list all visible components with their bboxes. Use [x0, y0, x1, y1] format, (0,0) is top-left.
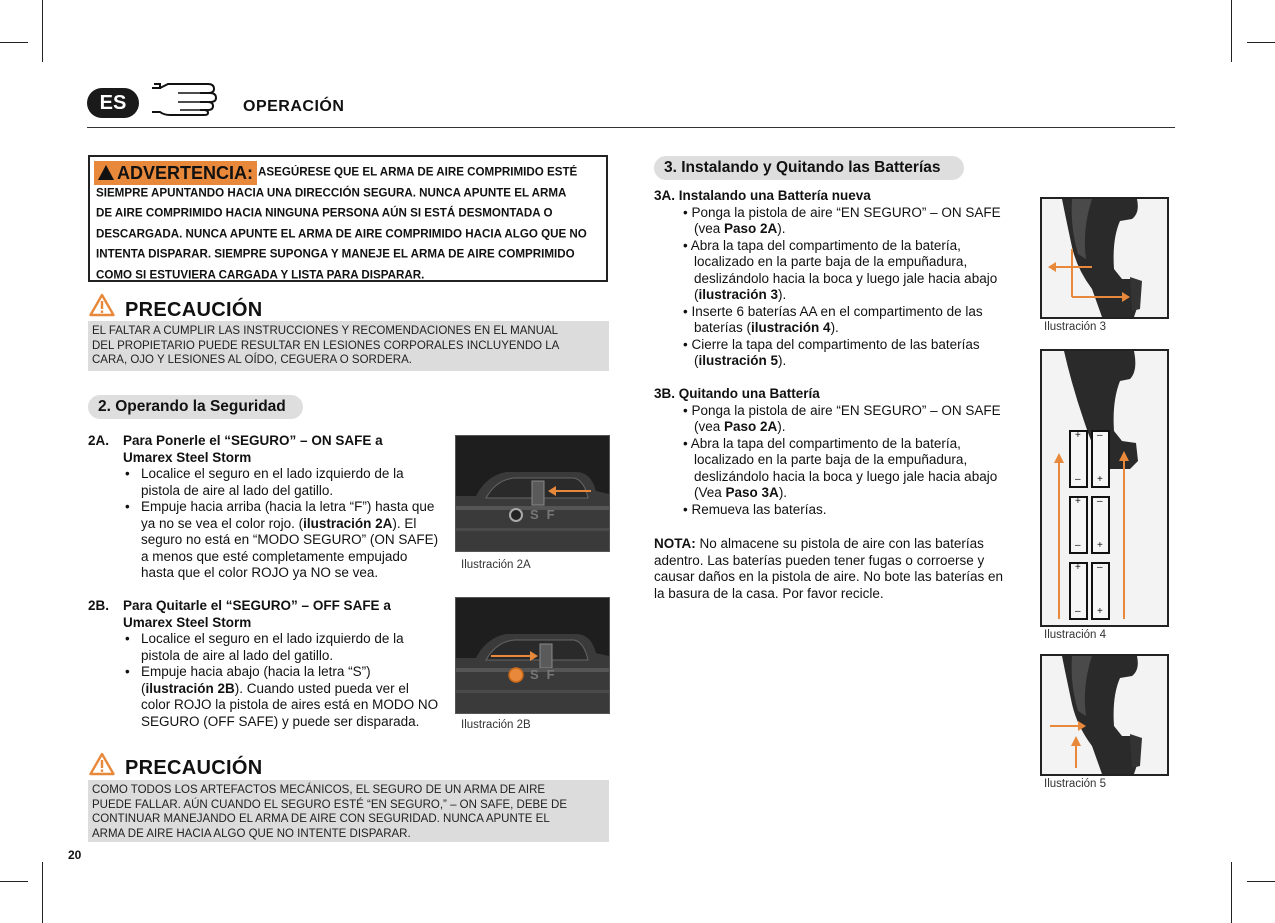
text-line: (ilustración 3).: [694, 287, 787, 302]
caption-5: Ilustración 5: [1044, 778, 1107, 790]
step-heading-line: Umarex Steel Storm: [123, 449, 252, 465]
section-heading-3: 3. Instalando y Quitando las Batterías: [654, 156, 964, 180]
battery-sign: –: [1097, 496, 1103, 507]
page-number: 20: [68, 848, 82, 862]
caution-line: CONTINUAR MANEJANDO EL ARMA DE AIRE CON SEGURIDAD. NUNCA APUNTE EL: [92, 813, 550, 826]
illustration-2a-photo: [455, 435, 610, 552]
caution-line: CARA, OJO Y LESIONES AL OÍDO, CEGUERA O SORDERA.: [92, 354, 412, 367]
crop-mark: [1247, 881, 1275, 882]
photo-safety-letters: SF: [530, 507, 563, 522]
caution-box: [88, 321, 609, 371]
crop-mark: [0, 881, 28, 882]
text-line: (ilustración 5).: [694, 353, 787, 368]
warning-first-line: ASEGÚRESE QUE EL ARMA DE AIRE COMPRIMIDO ESTÉ: [258, 165, 578, 179]
battery-sign: +: [1075, 430, 1081, 441]
header-divider: [87, 127, 1175, 128]
warning-label: [94, 161, 257, 185]
crop-mark: [1247, 42, 1275, 43]
text-line: deslizándolo hacia la boca y luego jale hacia abajo: [694, 270, 998, 286]
battery-sign: –: [1075, 474, 1081, 485]
illustration-2b-photo: [455, 597, 610, 714]
step-2b-bullets: [123, 631, 453, 730]
illustration-5-figure: [1040, 654, 1169, 776]
illustration-4-figure: [1040, 349, 1169, 627]
step-heading-line: Umarex Steel Storm: [123, 614, 252, 630]
crop-mark: [1231, 862, 1232, 923]
battery-sign: +: [1097, 606, 1103, 617]
step-3a-lines: [654, 205, 1026, 370]
step-3b-heading: 3B. Quitando una Battería: [654, 386, 820, 401]
step-id-2a: 2A.: [88, 433, 110, 448]
battery-sign: +: [1097, 474, 1103, 485]
battery-sign: +: [1097, 540, 1103, 551]
caption-3: Ilustración 3: [1044, 321, 1107, 333]
warning-line: COMO SI ESTUVIERA CARGADA Y LISTA PARA DISPARAR.: [96, 267, 425, 282]
step-2b-heading: [123, 598, 453, 631]
illustration-3-figure: [1040, 197, 1169, 319]
warning-line: DESCARGADA. NUNCA APUNTE EL ARMA DE AIRE COMPRIMIDO HACIA ALGO QUE NO: [96, 226, 587, 241]
section-heading-2: 2. Operando la Seguridad: [88, 395, 303, 419]
step-2a: [123, 433, 453, 582]
note-block: [654, 536, 1026, 602]
crop-mark: [42, 862, 43, 923]
caution-title: PRECAUCIÓN: [125, 299, 263, 321]
crop-mark: [42, 0, 43, 62]
step-2a-heading: [123, 433, 453, 466]
step-3b: [654, 386, 1026, 518]
battery-sign: –: [1097, 430, 1103, 441]
caution-line: ARMA DE AIRE HACIA ALGO QUE NO INTENTE DISPARAR.: [92, 827, 411, 840]
text-line: • Remueva las baterías.: [683, 501, 827, 517]
text-line: baterías (ilustración 4).: [694, 320, 839, 335]
list-item: • Localice el seguro en el lado izquierdo de la pistola de aire al lado del gatillo.: [123, 631, 453, 664]
text-line: localizado en la parte baja de la empuñadura,: [694, 452, 968, 467]
step-3a-heading: 3A. Instalando una Battería nueva: [654, 188, 871, 203]
list-item: • Localice el seguro en el lado izquierdo de la pistola de aire al lado del gatillo.: [123, 466, 453, 499]
text-line: • Cierre la tapa del compartimento de las baterías: [683, 336, 980, 352]
text-line: • Inserte 6 baterías AA en el compartimento de las: [683, 303, 983, 319]
pointing-hand-icon: [150, 80, 230, 116]
list-item: • Empuje hacia abajo (hacia la letra “S”) (ilustración 2B). Cuando usted pueda ver el color ROJO la pistola de aires está en MODO NO SEGURO (OFF SAFE) y puede ser disparada.: [123, 664, 453, 730]
photo-safety-letters: SF: [530, 667, 563, 682]
step-heading-line: Para Quitarle el “SEGURO” – OFF SAFE a: [123, 598, 391, 613]
warning-line: SIEMPRE APUNTANDO HACIA UNA DIRECCIÓN SEGURA. NUNCA APUNTE EL ARMA: [96, 185, 567, 200]
warning-line: DE AIRE COMPRIMIDO HACIA NINGUNA PERSONA AÚN SI ESTÁ DESMONTADA O: [96, 206, 553, 220]
text-line: • Ponga la pistola de aire “EN SEGURO” – ON SAFE: [683, 204, 1001, 220]
step-id-2b: 2B.: [88, 598, 110, 613]
text-line: adentro. Las baterías pueden tener fugas o corroerse y: [654, 552, 985, 568]
text-line: deslizándolo hacia la boca y luego jale hacia abajo: [694, 468, 998, 484]
page-title: OPERACIÓN: [243, 98, 345, 115]
text-line: NOTA: No almacene su pistola de aire con las baterías: [654, 536, 984, 551]
text-line: • Ponga la pistola de aire “EN SEGURO” – ON SAFE: [683, 402, 1001, 418]
crop-mark: [1231, 0, 1232, 62]
caution-line: DEL PROPIETARIO PUEDE RESULTAR EN LESIONES CORPORALES INCLUYENDO LA: [92, 339, 560, 352]
text-line: (vea Paso 2A).: [694, 221, 786, 236]
caution-title: PRECAUCIÓN: [125, 757, 263, 779]
text-line: • Abra la tapa del compartimento de la batería,: [683, 237, 961, 253]
battery-sign: +: [1075, 496, 1081, 507]
crop-mark: [0, 42, 28, 43]
caution-line: PUEDE FALLAR. AÚN CUANDO EL SEGURO ESTÉ “EN SEGURO,” – ON SAFE, DEBE DE: [92, 798, 568, 811]
caution-box: [88, 780, 609, 842]
battery-sign: –: [1097, 562, 1103, 573]
caution-triangle-icon: [89, 293, 115, 317]
caution-line: EL FALTAR A CUMPLIR LAS INSTRUCCIONES Y RECOMENDACIONES EN EL MANUAL: [92, 325, 559, 337]
warning-triangle-icon: [98, 165, 114, 180]
text-line: causar daños en la pistola de aire. No bote las baterías en: [654, 569, 1003, 584]
battery-sign: +: [1075, 562, 1081, 573]
text-line: (Vea Paso 3A).: [694, 485, 788, 500]
step-2a-bullets: [123, 466, 453, 582]
caption-4: Ilustración 4: [1044, 629, 1107, 641]
warning-line: INTENTA DISPARAR. SIEMPRE SUPONGA Y MANEJE EL ARMA DE AIRE COMPRIMIDO: [96, 247, 575, 261]
text-line: • Abra la tapa del compartimento de la batería,: [683, 435, 961, 451]
text-line: localizado en la parte baja de la empuñadura,: [694, 254, 968, 269]
caption-2a: Ilustración 2A: [461, 559, 531, 571]
warning-box: [88, 155, 608, 282]
caution-triangle-icon: [89, 752, 115, 776]
language-badge: ES: [87, 88, 139, 118]
warning-label-text: ADVERTENCIA:: [117, 163, 254, 183]
step-3b-lines: [654, 403, 1026, 519]
note-label: NOTA:: [654, 536, 696, 551]
step-heading-line: Para Ponerle el “SEGURO” – ON SAFE a: [123, 433, 383, 448]
caution-line: COMO TODOS LOS ARTEFACTOS MECÁNICOS, EL SEGURO DE UN ARMA DE AIRE: [92, 784, 546, 796]
text-line: (vea Paso 2A).: [694, 419, 786, 434]
text-line: la basura de la casa. Por favor recicle.: [654, 585, 884, 601]
step-2b: [123, 598, 453, 730]
caption-2b: Ilustración 2B: [461, 719, 531, 731]
list-item: • Empuje hacia arriba (hacia la letra “F”) hasta que ya no se vea el color rojo. (ilustración 2A). El seguro no está en “MODO SEGURO” (ON SAFE) a menos que esté completamente empujado hasta que el color ROJO ya NO se vea.: [123, 499, 453, 582]
battery-sign: –: [1075, 606, 1081, 617]
step-3a: [654, 188, 1026, 370]
battery-sign: –: [1075, 540, 1081, 551]
